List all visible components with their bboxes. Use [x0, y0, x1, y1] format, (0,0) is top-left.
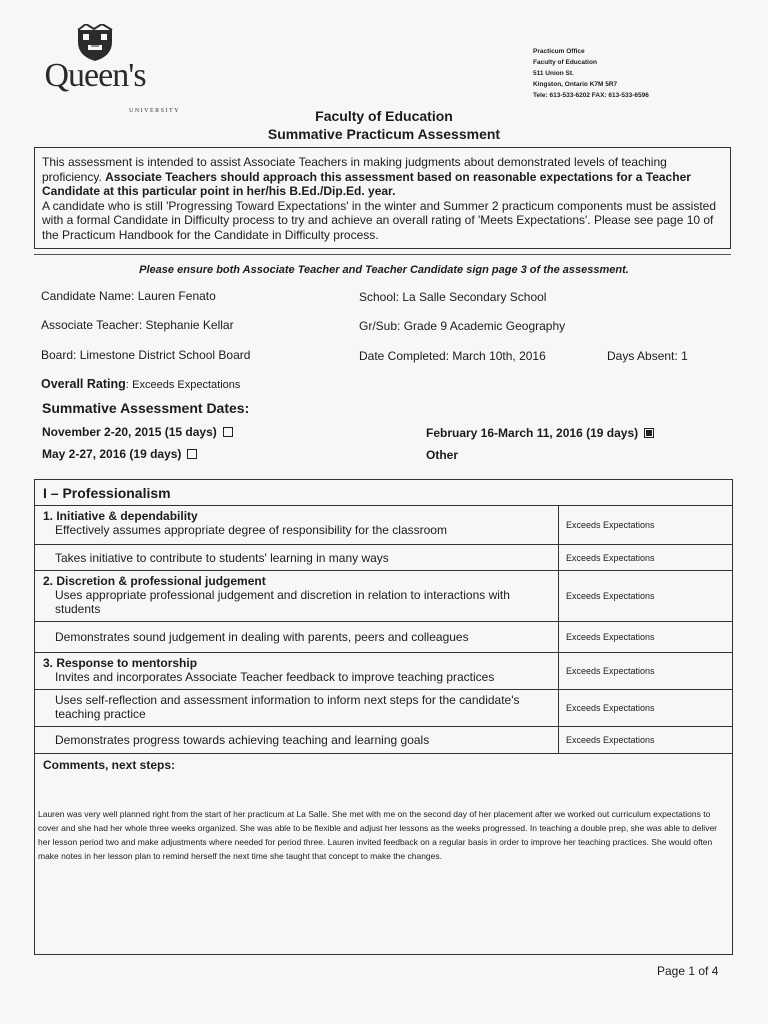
rating-cell: Exceeds Expectations [558, 506, 732, 544]
rating-cell: Exceeds Expectations [558, 690, 732, 726]
school-label: School: [359, 290, 400, 304]
dates-heading: Summative Assessment Dates: [42, 400, 250, 416]
criterion-item: Uses self-reflection and assessment information to inform next steps for the candidate's teaching practice [55, 693, 520, 721]
associate-teacher [41, 318, 234, 332]
table-row [35, 653, 732, 690]
intro-plain: This assessment is intended to assist Associate Teachers in making judgments about demonstrated levels of teaching proficiency. [42, 155, 667, 184]
criterion-title: 3. Response to mentorship [43, 656, 198, 670]
date-label: Date Completed: [359, 349, 450, 363]
rating-cell: Exceeds Expectations [558, 727, 732, 753]
row-description [35, 622, 558, 652]
rating-cell: Exceeds Expectations [558, 545, 732, 570]
table-row [35, 622, 732, 653]
rating-cell: Exceeds Expectations [558, 622, 732, 652]
candidate-name [41, 289, 216, 303]
absent-label: Days Absent: [607, 349, 678, 363]
criterion-item: Demonstrates progress towards achieving teaching and learning goals [55, 733, 430, 747]
board [41, 348, 250, 362]
row-description [35, 571, 558, 621]
criterion-item: Takes initiative to contribute to students' learning in many ways [55, 551, 389, 565]
associate-value: Stephanie Kellar [145, 318, 234, 332]
table-row [35, 727, 732, 754]
school [359, 290, 546, 304]
intro-paragraph-1 [42, 155, 722, 199]
faculty-title: Faculty of Education [315, 108, 453, 124]
absent-value: 1 [681, 349, 688, 363]
candidate-label: Candidate Name: [41, 289, 135, 303]
overall-label: Overall Rating [41, 377, 126, 391]
sign-note: Please ensure both Associate Teacher and Teacher Candidate sign page 3 of the assessment. [139, 264, 629, 276]
professionalism-table [34, 479, 733, 955]
page-number: Page 1 of 4 [657, 964, 719, 978]
contact-block [533, 46, 649, 101]
row-description [35, 727, 558, 753]
section-heading: I – Professionalism [35, 480, 732, 506]
date-option-checkbox[interactable] [187, 449, 197, 459]
contact-line: Practicum Office [533, 48, 585, 55]
date-option-february[interactable] [426, 426, 654, 440]
row-description [35, 506, 558, 544]
contact-line: 511 Union St. [533, 70, 574, 77]
rating-cell: Exceeds Expectations [558, 653, 732, 689]
contact-line: Faculty of Education [533, 59, 597, 66]
intro-bold: Associate Teachers should approach this assessment based on reasonable expectations for a Teacher Candidate at this particular point in her/his B.Ed./Dip.Ed. year. [42, 169, 691, 198]
date-completed [359, 349, 546, 363]
contact-line: Kingston, Ontario K7M 5R7 [533, 81, 618, 88]
criterion-title: 1. Initiative & dependability [43, 509, 198, 523]
date-option-checkbox-checked[interactable] [644, 428, 654, 438]
date-value: March 10th, 2016 [452, 349, 546, 363]
table-row [35, 506, 732, 545]
overall-value: Exceeds Expectations [132, 379, 241, 391]
school-value: La Salle Secondary School [402, 290, 547, 304]
comments-text: Lauren was very well planned right from the start of her practicum at La Salle. She met with me on the second day of her placement after we worked out curriculum expectations to cover and she had her whole three weeks organized. She was able to be flexible and adjust her lessons as the weeks progressed. In teaching a double prep, she was able to deliver her lesson period two and make adjustments where needed for period three. Lauren invited feedback on a regular basis in order to improve her teaching practices. She would often make notes in her lesson plan to remind herself the next time she taught that concept to make the changes. [38, 809, 718, 861]
table-row [35, 545, 732, 571]
grade-subject [359, 319, 565, 333]
date-option-label: November 2-20, 2015 (15 days) [42, 425, 217, 439]
grsub-label: Gr/Sub: [359, 319, 401, 333]
rating-cell: Exceeds Expectations [558, 571, 732, 621]
date-option-label: May 2-27, 2016 (19 days) [42, 447, 182, 461]
overall-rating: Overall Rating: Exceeds Expectations [41, 377, 241, 391]
candidate-value: Lauren Fenato [137, 289, 216, 303]
comments-heading: Comments, next steps: [43, 758, 176, 772]
board-label: Board: [41, 348, 77, 362]
board-value: Limestone District School Board [79, 348, 251, 362]
row-description [35, 653, 558, 689]
associate-label: Associate Teacher: [41, 318, 143, 332]
assessment-title: Summative Practicum Assessment [267, 126, 501, 142]
date-option-november[interactable] [42, 425, 233, 439]
criterion-item: Invites and incorporates Associate Teacher feedback to improve teaching practices [55, 670, 495, 684]
intro-box [34, 147, 731, 249]
intro-paragraph-2: A candidate who is still 'Progressing Toward Expectations' in the winter and Summer 2 practicum components must be assisted with a formal Candidate in Difficulty process to try and achieve an overall rating of 'Meets Expectations'. Please see page 10 of the Practicum Handbook for the Candidate in Difficulty process. [42, 198, 717, 242]
divider [34, 254, 731, 255]
logo-wordmark: Queen's [44, 57, 146, 94]
criterion-title: 2. Discretion & professional judgement [43, 574, 266, 588]
grsub-value: Grade 9 Academic Geography [403, 319, 566, 333]
days-absent [607, 349, 688, 363]
contact-line: Tele: 613-533-6202 FAX: 613-533-6596 [533, 92, 649, 99]
date-option-other: Other [426, 448, 459, 462]
logo-university: UNIVERSITY [129, 108, 180, 114]
criterion-item: Demonstrates sound judgement in dealing with parents, peers and colleagues [55, 630, 469, 644]
date-option-may[interactable] [42, 447, 197, 461]
row-description [35, 545, 558, 570]
table-row [35, 571, 732, 622]
row-description [35, 690, 558, 726]
criterion-item: Effectively assumes appropriate degree of responsibility for the classroom [55, 523, 447, 537]
table-row [35, 690, 732, 727]
date-option-label: February 16-March 11, 2016 (19 days) [426, 426, 639, 440]
queens-logo [40, 24, 180, 114]
criterion-item: Uses appropriate professional judgement and discretion in relation to interactions with students [55, 588, 510, 616]
date-option-checkbox[interactable] [223, 427, 233, 437]
